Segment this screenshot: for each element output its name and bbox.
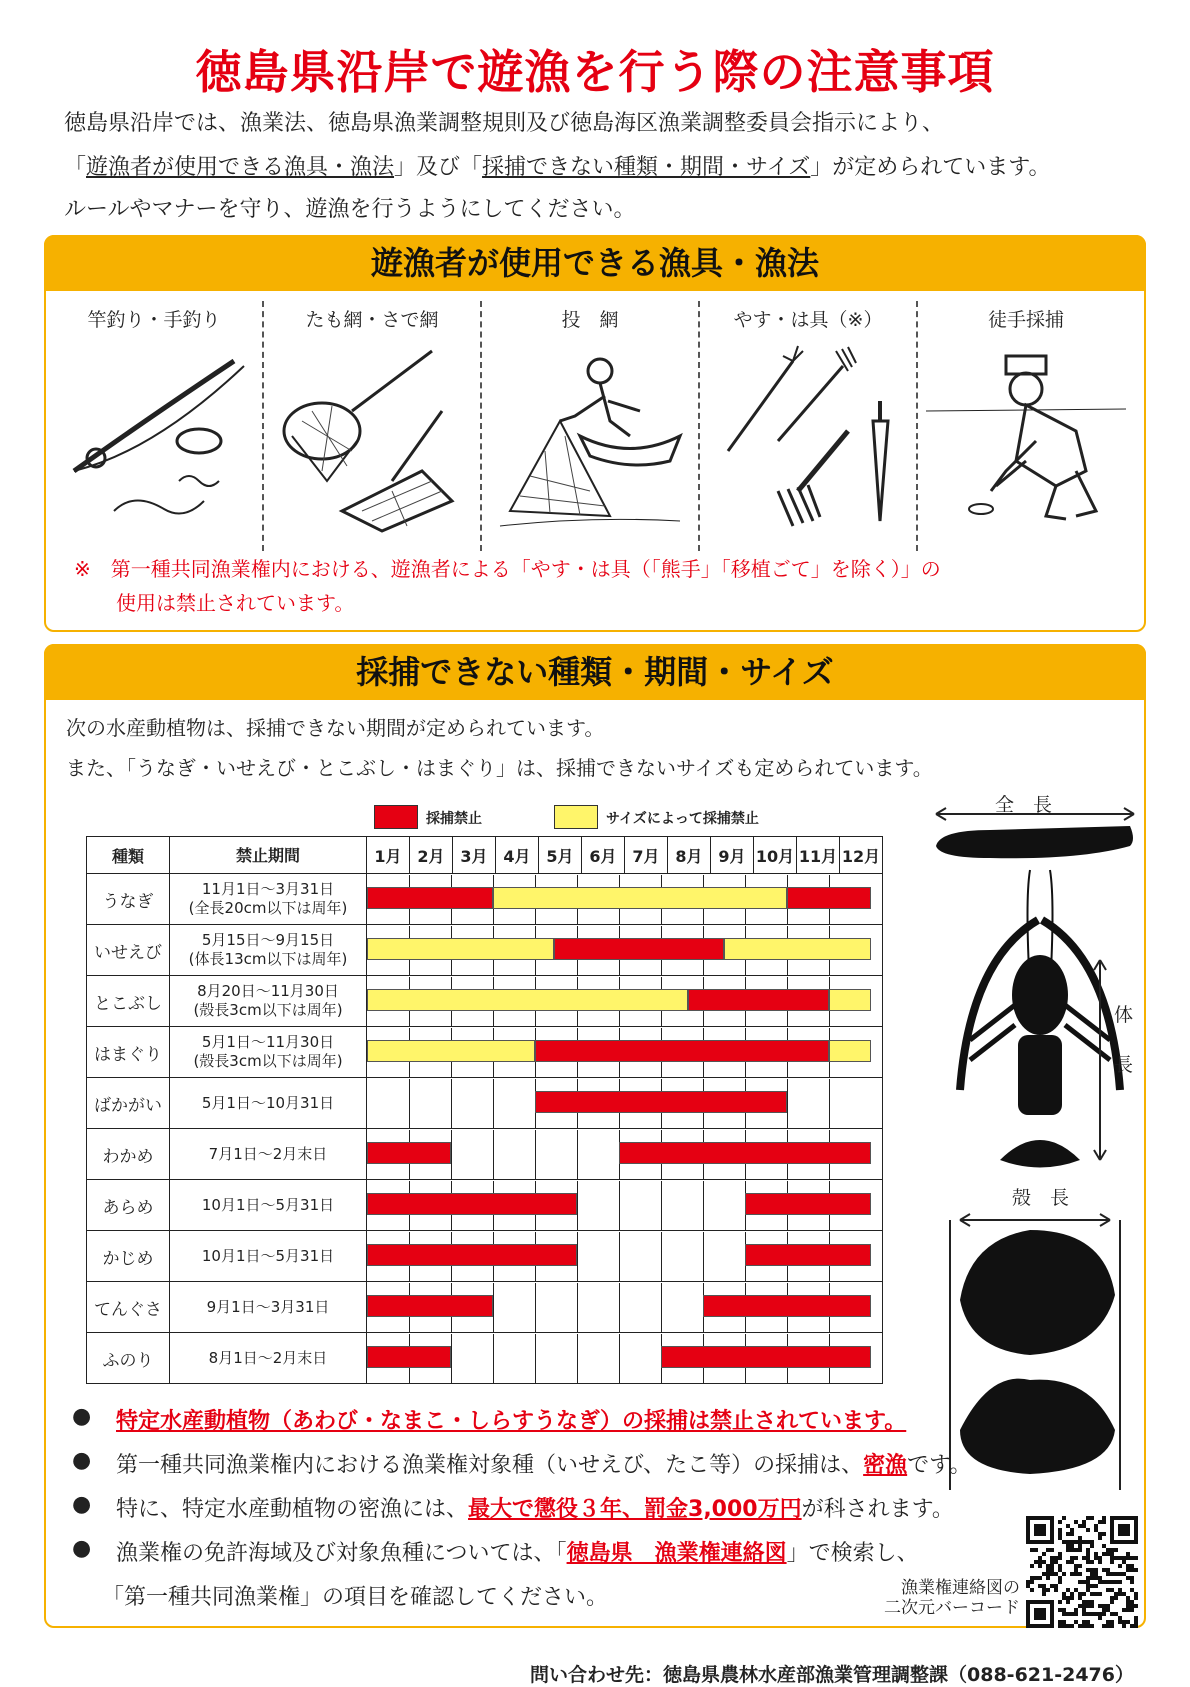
month-bar-cell	[367, 1027, 883, 1078]
prohibited-bar	[535, 1040, 829, 1062]
species-cell: かじめ	[87, 1231, 170, 1282]
header-month: 12月	[840, 837, 883, 874]
month-gridline	[535, 1283, 536, 1332]
header-month: 8月	[668, 837, 711, 874]
period-cell	[170, 874, 367, 925]
month-gridline	[493, 1283, 494, 1332]
prohibited-bar	[367, 1244, 577, 1266]
month-gridline	[661, 1283, 662, 1332]
header-month: 7月	[625, 837, 668, 874]
bullet-dot: ●	[72, 1404, 92, 1429]
size-limit-bar	[493, 887, 787, 909]
species-cell: あらめ	[87, 1180, 170, 1231]
restrictions-text-2: また、「うなぎ・いせえび・とこぶし・はまぐり」は、採捕できないサイズも定められています。	[66, 756, 933, 780]
gear-label: 竿釣り・手釣り	[87, 309, 221, 331]
contact-info: 問い合わせ先：徳島県農林水産部漁業管理調整課（088-621-2476）	[530, 1664, 1134, 1686]
month-gridline	[535, 1334, 536, 1383]
prohibited-bar	[619, 1142, 871, 1164]
gear-item-spear	[700, 305, 916, 549]
month-gridline	[619, 1283, 620, 1332]
header-month: 6月	[582, 837, 625, 874]
prohibited-bar	[367, 887, 493, 909]
size-limit-bar	[367, 989, 688, 1011]
header-month: 11月	[797, 837, 840, 874]
gear-item-rod	[46, 305, 262, 549]
month-bar-cell	[367, 1231, 883, 1282]
prohibited-bar	[745, 1193, 871, 1215]
page-title: 徳島県沿岸で遊漁を行う際の注意事項	[195, 45, 995, 99]
month-bar-cell	[367, 1282, 883, 1333]
period-cell	[170, 976, 367, 1027]
period-note: (体長13cm以下は周年)	[188, 950, 348, 968]
restrictions-heading: 採捕できない種類・期間・サイズ	[44, 644, 1146, 700]
table-row	[87, 874, 883, 925]
table-row	[87, 1231, 883, 1282]
hand-net-icon	[272, 341, 472, 541]
legend-size-label: サイズによって採捕禁止	[606, 811, 759, 827]
month-gridline	[661, 1181, 662, 1230]
header-month: 9月	[711, 837, 754, 874]
legend-size-swatch	[554, 805, 598, 829]
species-cell: とこぶし	[87, 976, 170, 1027]
species-cell: ふのり	[87, 1333, 170, 1384]
body-length-label-1: 体	[1114, 1004, 1134, 1026]
species-cell: うなぎ	[87, 874, 170, 925]
body-length-label-2: 長	[1114, 1054, 1134, 1076]
clam-illustration	[950, 1214, 1120, 1490]
table-row	[87, 925, 883, 976]
month-bar-cell	[367, 925, 883, 976]
species-cell: ばかがい	[87, 1078, 170, 1129]
table-row	[87, 1333, 883, 1384]
table-row	[87, 976, 883, 1027]
fishing-rod-icon	[54, 341, 254, 541]
table-row	[87, 1027, 883, 1078]
period-note: (殻長3cm以下は周年)	[193, 1052, 343, 1070]
month-bar-cell	[367, 1078, 883, 1129]
month-bar-cell	[367, 976, 883, 1027]
species-cell: はまぐり	[87, 1027, 170, 1078]
month-gridline	[493, 1079, 494, 1128]
month-gridline	[703, 1232, 704, 1281]
species-cell: わかめ	[87, 1129, 170, 1180]
prohibited-bar	[367, 1193, 577, 1215]
period-text: 11月1日～3月31日	[201, 880, 335, 898]
period-text: 5月1日～10月31日	[201, 1093, 335, 1112]
period-text: 8月1日～2月末日	[208, 1348, 328, 1367]
month-gridline	[619, 1181, 620, 1230]
table-row	[87, 1180, 883, 1231]
gear-item-cast-net	[482, 305, 698, 549]
gear-item-hand	[918, 305, 1134, 549]
intro-line-2: 「遊漁者が使用できる漁具・漁法」及び「採捕できない種類・期間・サイズ」が定められています。	[64, 155, 1051, 180]
month-bar-cell	[367, 874, 883, 925]
legend-prohibited-label: 採捕禁止	[426, 811, 482, 827]
species-cell: いせえび	[87, 925, 170, 976]
month-gridline	[829, 1079, 830, 1128]
month-gridline	[703, 1181, 704, 1230]
period-text: 5月1日～11月30日	[201, 1033, 335, 1051]
month-gridline	[661, 1232, 662, 1281]
prohibited-bar	[661, 1346, 871, 1368]
link-gear-rules: 遊漁者が使用できる漁具・漁法	[86, 155, 395, 180]
gear-label: 投 網	[561, 309, 619, 331]
month-gridline	[787, 1079, 788, 1128]
hand-gathering-icon	[926, 341, 1126, 541]
month-gridline	[577, 1283, 578, 1332]
lobster-illustration	[960, 870, 1120, 1168]
month-gridline	[493, 1130, 494, 1179]
period-text: 5月15日～9月15日	[201, 931, 335, 949]
size-limit-bar	[829, 989, 871, 1011]
prohibited-bar	[367, 1142, 451, 1164]
header-month: 2月	[410, 837, 453, 874]
total-length-label: 全 長	[995, 794, 1053, 816]
prohibited-bar	[787, 887, 871, 909]
period-text: 10月1日～5月31日	[201, 1246, 335, 1265]
restriction-table	[86, 836, 883, 1384]
month-gridline	[619, 1232, 620, 1281]
month-bar-cell	[367, 1333, 883, 1384]
prohibited-bar	[535, 1091, 787, 1113]
header-species: 種類	[87, 837, 170, 874]
period-note: (全長20cm以下は周年)	[188, 899, 348, 917]
period-text: 9月1日～3月31日	[206, 1297, 330, 1316]
prohibited-bar	[367, 1295, 493, 1317]
gear-note-line-2: 使用は禁止されています。	[116, 591, 355, 615]
period-cell	[170, 1027, 367, 1078]
qr-code-icon[interactable]	[1026, 1516, 1138, 1628]
bullet-2-emphasis: 密漁	[863, 1453, 908, 1478]
header-month: 3月	[453, 837, 496, 874]
gear-note-line-1: ※ 第一種共同漁業権内における、遊漁者による「やす・は具（「熊手」「移植ごて」を除く）」の	[74, 557, 941, 581]
period-text: 8月20日～11月30日	[197, 982, 339, 1000]
period-cell	[170, 1333, 367, 1384]
period-cell	[170, 925, 367, 976]
species-cell: てんぐさ	[87, 1282, 170, 1333]
month-gridline	[451, 1079, 452, 1128]
bullet-dot: ●	[72, 1492, 92, 1517]
period-cell	[170, 1078, 367, 1129]
spear-rake-icon	[708, 341, 908, 541]
period-cell	[170, 1180, 367, 1231]
header-month: 4月	[496, 837, 539, 874]
size-limit-bar	[724, 938, 871, 960]
header-period: 禁止期間	[170, 837, 367, 874]
header-month: 5月	[539, 837, 582, 874]
bullet-5-text: 「第一種共同漁業権」の項目を確認してください。	[102, 1585, 609, 1610]
month-gridline	[493, 1334, 494, 1383]
prohibited-bar	[367, 1346, 451, 1368]
month-gridline	[577, 1334, 578, 1383]
prohibited-bar	[554, 938, 724, 960]
intro-line-3: ルールやマナーを守り、遊漁を行うようにしてください。	[64, 197, 636, 222]
bullet-dot: ●	[72, 1448, 92, 1473]
species-illustrations	[930, 790, 1140, 1490]
month-gridline	[619, 1334, 620, 1383]
cast-net-icon	[490, 341, 690, 541]
prohibited-bar	[703, 1295, 871, 1317]
intro-line-1: 徳島県沿岸では、漁業法、徳島県漁業調整規則及び徳島海区漁業調整委員会指示により、	[64, 111, 945, 136]
bullet-dot: ●	[72, 1536, 92, 1561]
header-month: 1月	[367, 837, 410, 874]
table-row	[87, 1078, 883, 1129]
gear-label: やす・は具（※）	[733, 309, 883, 331]
month-gridline	[577, 1232, 578, 1281]
gear-heading: 遊漁者が使用できる漁具・漁法	[44, 235, 1146, 291]
period-text: 7月1日～2月末日	[208, 1144, 328, 1163]
size-limit-bar	[367, 938, 554, 960]
month-bar-cell	[367, 1180, 883, 1231]
month-gridline	[577, 1181, 578, 1230]
prohibited-bar	[688, 989, 829, 1011]
table-header-row	[87, 837, 883, 874]
header-month: 10月	[754, 837, 797, 874]
size-limit-bar	[829, 1040, 871, 1062]
table-row	[87, 1282, 883, 1333]
legend-prohibited-swatch	[374, 805, 418, 829]
shell-length-label: 殻 長	[1012, 1187, 1070, 1209]
bullet-1-text: 特定水産動植物（あわび・なまこ・しらすうなぎ）の採捕は禁止されています。	[116, 1409, 907, 1434]
bullet-3-emphasis: 最大で懲役３年、罰金3,000万円	[468, 1497, 802, 1522]
month-gridline	[451, 1334, 452, 1383]
gear-label: 徒手採捕	[987, 309, 1064, 331]
gear-panel	[44, 235, 1146, 632]
month-gridline	[451, 1130, 452, 1179]
month-gridline	[535, 1130, 536, 1179]
bullet-4-emphasis: 徳島県 漁業権連絡図	[566, 1541, 787, 1566]
month-gridline	[409, 1079, 410, 1128]
period-cell	[170, 1231, 367, 1282]
qr-caption: 漁業権連絡図の 二次元バーコード	[884, 1578, 1020, 1618]
size-limit-bar	[367, 1040, 535, 1062]
table-row	[87, 1129, 883, 1180]
period-cell	[170, 1129, 367, 1180]
restrictions-text-1: 次の水産動植物は、採捕できない期間が定められています。	[66, 716, 605, 740]
link-restriction-rules: 採捕できない種類・期間・サイズ	[482, 155, 811, 180]
month-gridline	[577, 1130, 578, 1179]
period-text: 10月1日～5月31日	[201, 1195, 335, 1214]
prohibited-bar	[745, 1244, 871, 1266]
gear-item-net	[264, 305, 480, 549]
period-cell	[170, 1282, 367, 1333]
month-bar-cell	[367, 1129, 883, 1180]
gear-label: たも網・さで網	[305, 309, 439, 331]
period-note: (殻長3cm以下は周年)	[193, 1001, 343, 1019]
